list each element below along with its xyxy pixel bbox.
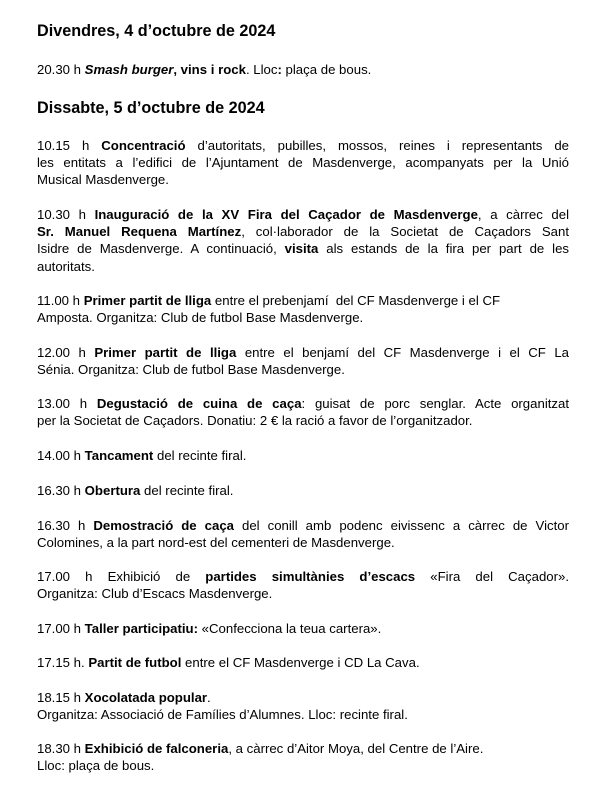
entry-line xyxy=(37,223,569,240)
entry-line: Organitza: Associació de Famílies d’Alumnes. Lloc: recinte firal. xyxy=(37,707,408,723)
entry-text: d’autoritats, pubilles, mossos, reines i representants de xyxy=(197,138,569,153)
friday-heading: Divendres, 4 d’octubre de 2024 xyxy=(37,22,276,40)
entry-title: Primer partit de lliga xyxy=(83,293,212,308)
entry-title: Demostració de caça xyxy=(93,518,234,533)
entry-line xyxy=(37,206,569,223)
entry-text: entre el CF Masdenverge i CD La Cava. xyxy=(181,655,420,670)
entry-line xyxy=(37,482,569,499)
entry-title: Obertura xyxy=(84,483,141,498)
entry-line xyxy=(37,517,569,534)
entry-person: Sr. Manuel Requena Martínez xyxy=(37,224,242,240)
entry-title: Tancament xyxy=(84,448,154,463)
entry-title: Smash burger xyxy=(84,62,174,77)
entry-title: Degustació de cuina de caça xyxy=(96,396,302,411)
entry-1815-xocolatada xyxy=(37,689,569,723)
friday-entry-smash-burger xyxy=(37,61,569,78)
entry-time: 13.00 h xyxy=(37,396,88,411)
entry-colon: : xyxy=(277,62,282,77)
entry-line xyxy=(37,61,569,78)
entry-1200-primer-partit xyxy=(37,344,569,378)
entry-line: Musical Masdenverge. xyxy=(37,172,169,188)
entry-text: «Confecciona la teua cartera». xyxy=(198,621,382,636)
saturday-heading: Dissabte, 5 d’octubre de 2024 xyxy=(37,99,265,117)
entry-time: 17.15 h. xyxy=(37,655,85,670)
entry-line xyxy=(37,447,569,464)
entry-time: 17.00 h Exhibició de xyxy=(37,569,206,584)
entry-line xyxy=(37,344,569,361)
entry-line: Lloc: plaça de bous. xyxy=(37,758,155,774)
entry-1700-escacs xyxy=(37,568,569,602)
entry-text: entre el prebenjamí del CF Masdenverge i el CF xyxy=(211,293,501,308)
entry-line: Colomines, a la part nord-est del cementeri de Masdenverge. xyxy=(37,535,395,551)
entry-text: : guisat de porc senglar. Acte organitzat xyxy=(301,396,569,411)
entry-place-label: . Lloc xyxy=(245,62,278,77)
entry-title: Inauguració de la XV Fira del Caçador de Masdenverge xyxy=(94,207,478,222)
entry-line: autoritats. xyxy=(37,258,95,274)
entry-time: 17.00 h xyxy=(37,621,81,636)
entry-title: Exhibició de falconeria xyxy=(84,741,229,756)
entry-highlight: visita xyxy=(284,241,319,257)
entry-line xyxy=(37,292,569,309)
entry-1700-taller xyxy=(37,620,569,637)
entry-time: 16.30 h xyxy=(37,518,86,533)
entry-title: Taller participatiu: xyxy=(84,621,199,636)
entry-text: , a càrrec d’Aitor Moya, del Centre de l’Aire. xyxy=(228,741,484,756)
entry-title: Partit de futbol xyxy=(88,655,182,670)
entry-text: del recinte firal. xyxy=(153,448,247,463)
entry-place: plaça de bous. xyxy=(281,62,372,77)
entry-line: Amposta. Organitza: Club de futbol Base Masdenverge. xyxy=(37,310,364,326)
entry-title-suffix: , vins i rock xyxy=(173,62,246,77)
entry-text: als estands de la fira per part de les xyxy=(318,241,569,257)
entry-text: del conill amb podenc eivissenc a càrrec de Victor xyxy=(234,518,569,533)
entry-1400-tancament xyxy=(37,447,569,464)
entry-line xyxy=(37,240,569,257)
entry-title: Concentració xyxy=(101,138,186,153)
entry-1630-demostracio xyxy=(37,517,569,551)
entry-text: del recinte firal. xyxy=(140,483,234,498)
entry-title: Primer partit de lliga xyxy=(94,345,237,360)
entry-time: 10.15 h xyxy=(37,138,90,153)
entry-line xyxy=(37,740,569,757)
entry-text: , a càrrec del xyxy=(477,207,570,222)
entry-time: 12.00 h xyxy=(37,345,86,360)
entry-time: 18.15 h xyxy=(37,690,81,705)
entry-text: , col·laborador de la Societat de Caçadors Sant xyxy=(241,224,569,240)
entry-time: 20.30 h xyxy=(37,62,81,77)
entry-line xyxy=(37,395,569,412)
entry-line: Organitza: Club d’Escacs Masdenverge. xyxy=(37,586,273,602)
entry-time: 18.30 h xyxy=(37,741,81,756)
entry-line xyxy=(37,654,569,671)
entry-time: 10.30 h xyxy=(37,207,86,222)
entry-time: 11.00 h xyxy=(37,293,81,308)
entry-line: per la Societat de Caçadors. Donatiu: 2 € la ració a favor de l’organitzador. xyxy=(37,413,473,429)
entry-line: Sénia. Organitza: Club de futbol Base Masdenverge. xyxy=(37,362,345,378)
entry-1015-concentracio xyxy=(37,137,569,189)
entry-title: Xocolatada popular xyxy=(84,690,208,705)
entry-line xyxy=(37,689,569,706)
entry-text: . xyxy=(207,690,211,705)
entry-1030-inauguracio xyxy=(37,206,569,275)
entry-line xyxy=(37,620,569,637)
entry-time: 16.30 h xyxy=(37,483,81,498)
entry-text: Isidre de Masdenverge. A continuació, xyxy=(37,241,285,257)
entry-1830-falconeria xyxy=(37,740,569,774)
entry-text: «Fira del Caçador». xyxy=(415,569,570,584)
entry-time: 14.00 h xyxy=(37,448,81,463)
entry-line xyxy=(37,568,569,585)
entry-1630-obertura xyxy=(37,482,569,499)
entry-1300-degustacio xyxy=(37,395,569,429)
entry-line: les entitats a l’edifici de l’Ajuntament de Masdenverge, acompanyats per la Unió xyxy=(37,155,569,171)
entry-title: partides simultànies d’escacs xyxy=(205,569,416,584)
entry-1715-partit-futbol xyxy=(37,654,569,671)
entry-text: entre el benjamí del CF Masdenverge i el CF La xyxy=(236,345,569,360)
entry-1100-primer-partit xyxy=(37,292,569,326)
entry-line xyxy=(37,137,569,154)
